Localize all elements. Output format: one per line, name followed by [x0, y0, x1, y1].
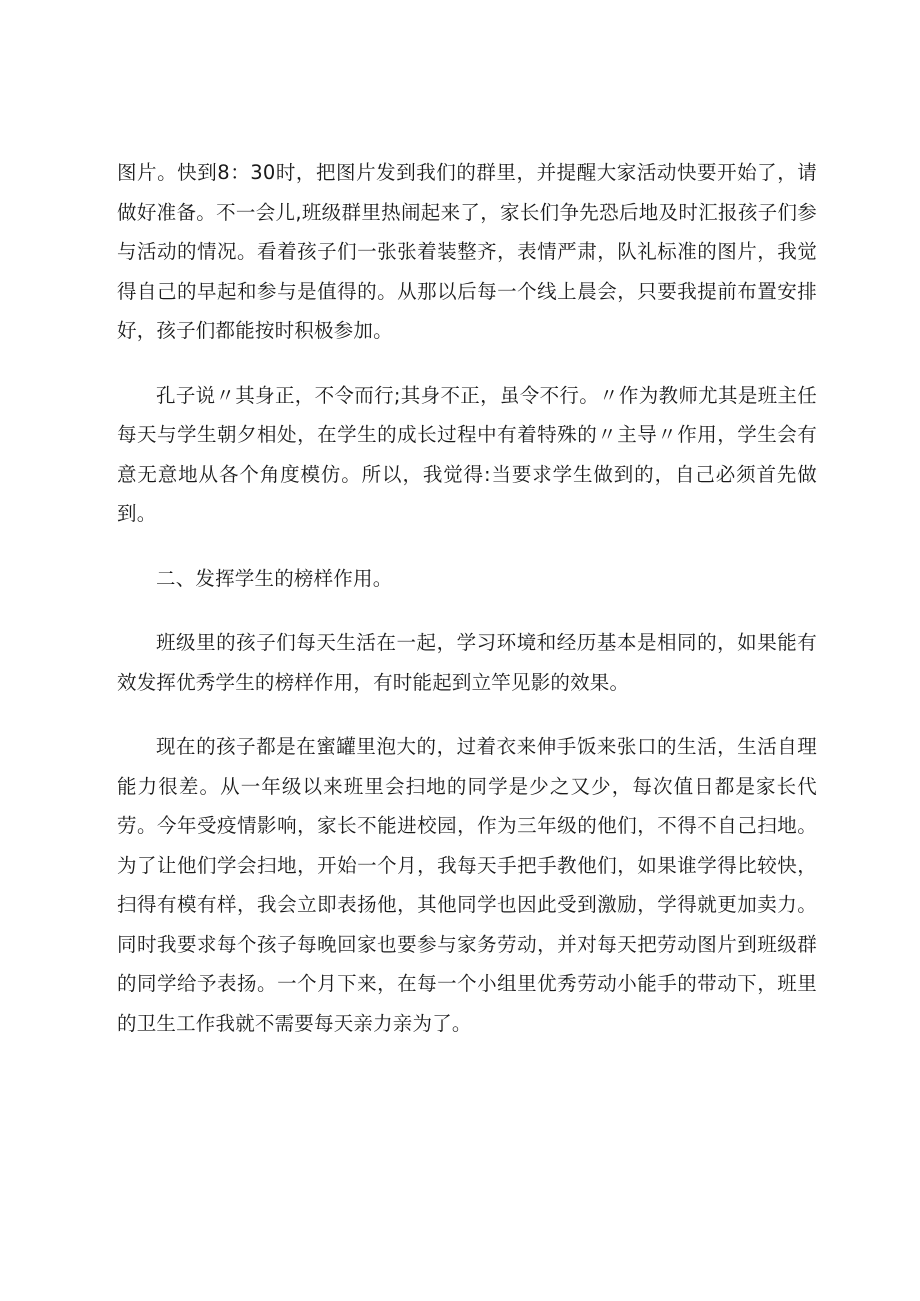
- paragraph-class-role-model: 班级里的孩子们每天生活在一起，学习环境和经历基本是相同的，如果能有效发挥优秀学生的榜样作用，有时能起到立竿见影的效果。: [117, 631, 817, 694]
- document-body: [117, 153, 817, 1043]
- paragraph-continuation: 图片。快到8：30时，把图片发到我们的群里，并提醒大家活动快要开始了，请做好准备。不一会儿,班级群里热闹起来了，家长们争先恐后地及时汇报孩子们参与活动的情况。看着孩子们一张张着装整齐，表情严肃，队礼标准的图片，我觉得自己的早起和参与是值得的。从那以后每一个线上晨会，只要我提前布置安排好，孩子们都能按时积极参加。: [117, 161, 817, 342]
- paragraph-sweeping-example: 现在的孩子都是在蜜罐里泡大的，过着衣来伸手饭来张口的生活，生活自理能力很差。从一年级以来班里会扫地的同学是少之又少，每次值日都是家长代劳。今年受疫情影响，家长不能进校园，作为三年级的他们，不得不自己扫地。为了让他们学会扫地，开始一个月，我每天手把手教他们，如果谁学得比较快，扫得有模有样，我会立即表扬他，其他同学也因此受到激励，学得就更加卖力。同时我要求每个孩子每晚回家也要参与家务劳动，并对每天把劳动图片到班级群的同学给予表扬。一个月下来，在每一个小组里优秀劳动小能手的带动下，班里的卫生工作我就不需要每天亲力亲为了。: [117, 735, 817, 1035]
- section-heading-role-model: 二、发挥学生的榜样作用。: [156, 566, 393, 590]
- paragraph-confucius-quote: 孔子说〃其身正，不令而行;其身不正，虽令不行。〃作为教师尤其是班主任每天与学生朝夕相处，在学生的成长过程中有着特殊的〃主导〃作用，学生会有意无意地从各个角度模仿。所以，我觉得:当要求学生做到的，自己必须首先做到。: [117, 383, 817, 525]
